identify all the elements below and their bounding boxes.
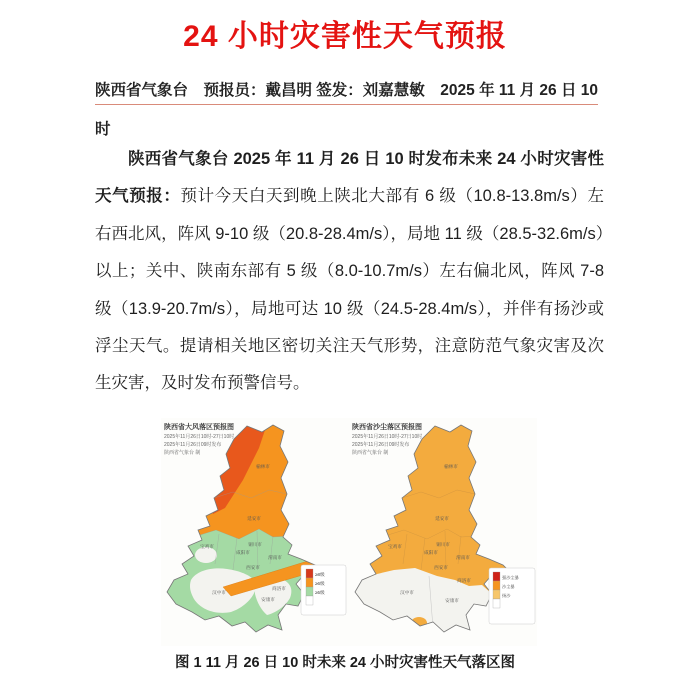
city-label: 咸阳市 — [424, 550, 438, 555]
legend-swatch — [306, 569, 313, 578]
legend-label: ≥6级 — [315, 581, 325, 586]
meta-block — [95, 78, 603, 139]
page-title: 24 小时灾害性天气预报 — [183, 20, 507, 53]
wind-legend — [301, 565, 346, 615]
forecast-body-text: 预计今天白天到晚上陕北大部有 6 级（10.8-13.8m/s）左右西北风，阵风 9-10 级（20.8-28.4m/s），局地 11 级（28.5-32.6m/s）以上；关中、陕南东部有 5 级（8.0-10.7m/s）左右偏北风，阵风 7-8 级（13.9-20.7m/s），局地可达 10 级（24.5-28.4m/s），并伴有扬沙或浮尘天气。提请相关地区密切关注天气形势，注意防范气象灾害及次生灾害，及时发布预警信号。 — [95, 187, 604, 393]
city-label: 延安市 — [435, 516, 449, 521]
dust-legend — [489, 568, 535, 624]
legend-label: 扬沙 — [502, 593, 511, 598]
legend-swatch — [493, 590, 500, 599]
legend-label: 沙尘暴 — [502, 584, 515, 589]
legend-swatch — [493, 572, 500, 581]
legend-label: 强沙尘暴 — [502, 575, 519, 580]
legend-swatch — [306, 578, 313, 587]
city-label: 铜川市 — [248, 542, 262, 547]
dust-region-south-tip-orange — [411, 617, 427, 629]
city-label: 渭南市 — [268, 555, 282, 560]
wind-map-issue-time: 2025年11月26日09时发布 — [164, 442, 222, 448]
city-label: 西安市 — [434, 565, 448, 570]
city-label: 安康市 — [261, 597, 275, 602]
city-label: 铜川市 — [436, 542, 450, 547]
city-label: 咸阳市 — [236, 550, 250, 555]
legend-swatch — [306, 596, 313, 605]
legend-label: ≥8级 — [315, 572, 325, 577]
dust-map-producer: 陕西省气象台 制 — [352, 450, 389, 456]
wind-region-baoji-white — [195, 547, 217, 563]
wind-map-header — [164, 422, 234, 456]
legend-swatch — [493, 581, 500, 590]
dust-map-issue-time: 2025年11月26日09时发布 — [352, 442, 410, 448]
legend-swatch — [306, 587, 313, 596]
city-label: 商洛市 — [457, 578, 471, 583]
city-label: 宝鸡市 — [388, 544, 402, 549]
wind-map-valid-time: 2025年11月26日10时-27日10时 — [164, 434, 235, 440]
figure-caption: 图 1 11 月 26 日 10 时未来 24 小时灾害性天气落区图 — [174, 655, 516, 671]
city-label: 宝鸡市 — [200, 544, 214, 549]
meta-issuer-line: 陕西省气象台 预报员：戴昌明 签发：刘嘉慧敏 2025 年 11 月 26 日 10 — [95, 78, 598, 105]
figure-maps — [161, 418, 537, 646]
wind-map-producer: 陕西省气象台 制 — [164, 450, 201, 456]
legend-swatch — [493, 599, 500, 608]
legend-label: ≥5级 — [315, 590, 325, 595]
dust-map-valid-time: 2025年11月26日10时-27日10时 — [352, 434, 423, 440]
city-label: 榆林市 — [444, 464, 458, 469]
dust-map — [349, 418, 537, 646]
dust-map-panel — [349, 418, 537, 646]
city-label: 渭南市 — [456, 555, 470, 560]
forecast-paragraph — [95, 141, 604, 403]
dust-map-title: 陕西省沙尘落区预报图 — [352, 424, 422, 431]
city-label: 汉中市 — [212, 590, 226, 595]
wind-map — [161, 418, 349, 646]
wind-map-panel — [161, 418, 349, 646]
city-label: 汉中市 — [400, 590, 414, 595]
city-label: 商洛市 — [272, 586, 286, 591]
forecast-lead-in: 陕西省气象台 2025 年 11 月 26 日 10 时发布未来 24 小时灾害性天气预报： — [95, 150, 604, 206]
city-label: 延安市 — [247, 516, 261, 521]
city-label: 安康市 — [445, 598, 459, 603]
wind-map-title: 陕西省大风落区预报图 — [164, 424, 234, 431]
city-label: 榆林市 — [256, 464, 270, 469]
meta-overflow-char: 时 — [95, 121, 111, 138]
city-label: 西安市 — [246, 565, 260, 570]
dust-map-header — [352, 422, 422, 456]
